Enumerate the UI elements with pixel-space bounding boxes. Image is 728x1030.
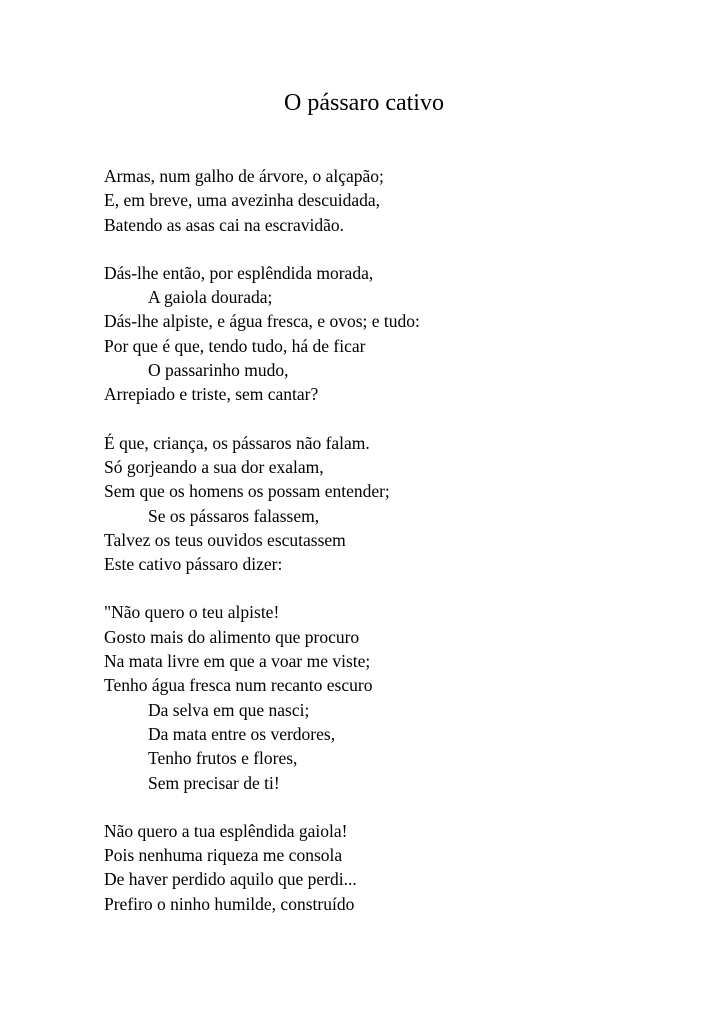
stanza [104, 164, 704, 237]
poem-line: Batendo as asas cai na escravidão. [104, 214, 345, 235]
poem-line: Da selva em que nasci; [148, 699, 310, 720]
poem-line: Talvez os teus ouvidos escutassem [104, 529, 346, 550]
poem-line: Só gorjeando a sua dor exalam, [104, 456, 324, 477]
stanza [104, 261, 704, 407]
poem-line: Este cativo pássaro dizer: [104, 554, 283, 575]
poem-line: Dás-lhe alpiste, e água fresca, e ovos; e tudo: [104, 311, 420, 332]
poem-line: Gosto mais do alimento que procuro [104, 626, 360, 647]
poem-line: Da mata entre os verdores, [148, 723, 336, 744]
poem-line: Prefiro o ninho humilde, construído [104, 893, 355, 914]
poem-line: "Não quero o teu alpiste! [104, 602, 280, 623]
poem-line: Armas, num galho de árvore, o alçapão; [104, 166, 384, 186]
poem-line: É que, criança, os pássaros não falam. [104, 432, 370, 453]
poem-line: Arrepiado e triste, sem cantar? [104, 384, 319, 405]
poem-line: E, em breve, uma avezinha descuidada, [104, 190, 380, 211]
poem-line: Se os pássaros falassem, [148, 505, 320, 526]
poem-line: Pois nenhuma riqueza me consola [104, 845, 343, 866]
poem-line: A gaiola dourada; [148, 287, 273, 308]
poem-line: O passarinho mudo, [148, 360, 289, 381]
poem-line: Por que é que, tendo tudo, há de ficar [104, 335, 366, 356]
stanza [104, 819, 704, 916]
poem-line: Não quero a tua esplêndida gaiola! [104, 820, 348, 841]
poem-line: De haver perdido aquilo que perdi... [104, 869, 357, 890]
poem-line: Sem precisar de ti! [148, 772, 280, 793]
poem-line: Sem que os homens os possam entender; [104, 481, 390, 502]
poem-line: Tenho frutos e flores, [148, 748, 298, 769]
poem-title: O pássaro cativo [284, 90, 444, 116]
poem-line: Dás-lhe então, por esplêndida morada, [104, 262, 374, 283]
poem-line: Tenho água fresca num recanto escuro [104, 675, 373, 696]
stanza [104, 600, 704, 794]
poem-body [104, 164, 704, 940]
poem-line: Na mata livre em que a voar me viste; [104, 651, 371, 672]
stanza [104, 431, 704, 577]
